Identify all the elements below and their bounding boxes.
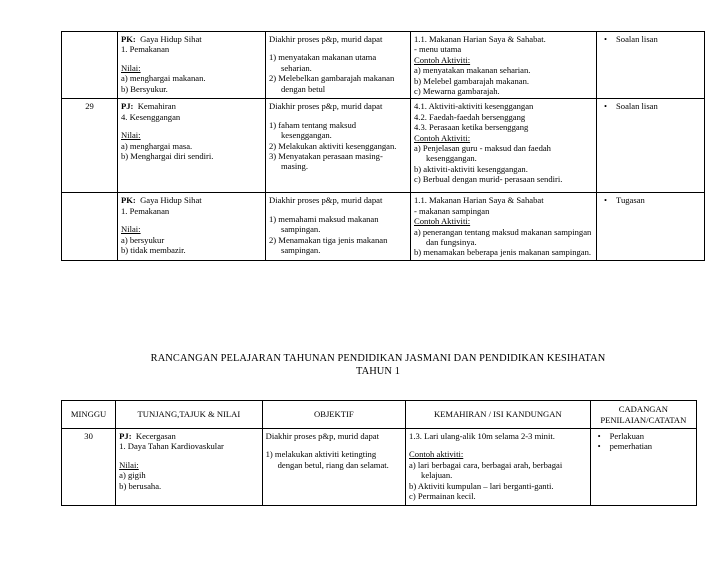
objektif-item: 2) Melebelkan gambarajah makanan dengan betul bbox=[269, 73, 395, 94]
title-line-1: RANCANGAN PELAJARAN TAHUNAN PENDIDIKAN JASMANI DAN PENDIDIKAN KESIHATAN bbox=[150, 353, 606, 364]
lesson-plan-table-2 bbox=[61, 400, 697, 506]
tunjang-cell bbox=[118, 32, 266, 99]
header-objektif: OBJEKTIF bbox=[262, 401, 405, 429]
objektif-intro: Diakhir proses p&p, murid dapat bbox=[265, 431, 379, 441]
cadangan-item: • Perlakuan bbox=[594, 431, 693, 441]
aktiviti-item: b) Aktiviti kumpulan – lari berganti-ganti. bbox=[409, 480, 554, 491]
nilai-item: a) menghargai makanan. bbox=[121, 73, 206, 84]
tunjang-head: Gaya Hidup Sihat bbox=[140, 195, 202, 206]
tunjang-head: Kecergasan bbox=[135, 431, 176, 441]
kemahiran-cell bbox=[411, 32, 597, 99]
objektif-intro: Diakhir proses p&p, murid dapat bbox=[269, 34, 383, 44]
nilai-label: Nilai: bbox=[121, 130, 141, 141]
objektif-item: 1) faham tentang maksud kesenggangan. bbox=[269, 119, 357, 141]
tunjang-head: Gaya Hidup Sihat bbox=[140, 34, 202, 44]
cadangan-item: • Soalan lisan bbox=[600, 101, 701, 111]
kemahiran-line: 1.3. Lari ulang-alik 10m selama 2-3 minit. bbox=[409, 431, 555, 441]
objektif-cell bbox=[266, 99, 411, 193]
objektif-intro: Diakhir proses p&p, murid dapat bbox=[269, 195, 383, 206]
cadangan-cell bbox=[590, 429, 696, 506]
nilai-item: a) menghargai masa. bbox=[121, 140, 193, 151]
table-row bbox=[62, 429, 697, 506]
objektif-item: 1) memahami maksud makanan sampingan. bbox=[269, 213, 379, 235]
objektif-cell bbox=[266, 32, 411, 99]
cadangan-cell bbox=[597, 32, 705, 99]
nilai-label: Nilai: bbox=[121, 62, 141, 73]
kemahiran-line: 4.2. Faedah-faedah bersenggang bbox=[414, 111, 526, 122]
nilai-label: Nilai: bbox=[121, 224, 141, 235]
kemahiran-line: 1.1. Makanan Harian Saya & Sahabat bbox=[414, 195, 544, 206]
aktiviti-label: Contoh Aktiviti: bbox=[414, 54, 471, 65]
kemahiran-line: 4.3. Perasaan ketika bersenggang bbox=[414, 122, 529, 133]
header-cadangan: CADANGAN PENILAIAN/CATATAN bbox=[590, 401, 696, 429]
aktiviti-item: a) penerangan tentang maksud makanan sampingan dan fungsinya. bbox=[414, 226, 592, 248]
kemahiran-line: - menu utama bbox=[414, 44, 462, 55]
aktiviti-item: b) aktiviti-aktiviti kesenggangan. bbox=[414, 163, 528, 174]
aktiviti-item: a) menyatakan makanan seharian. bbox=[414, 65, 531, 76]
tunjang-code: PK: bbox=[121, 195, 136, 206]
aktiviti-label: Contoh Aktiviti: bbox=[414, 132, 471, 143]
cadangan-item: • pemerhatian bbox=[594, 441, 693, 451]
aktiviti-label: Contoh Aktiviti: bbox=[414, 216, 471, 227]
aktiviti-item: b) menamakan beberapa jenis makanan sampingan. bbox=[414, 247, 592, 258]
header-kemahiran: KEMAHIRAN / ISI KANDUNGAN bbox=[406, 401, 591, 429]
kemahiran-cell bbox=[411, 99, 597, 193]
nilai-item: b) tidak membazir. bbox=[121, 245, 186, 256]
tunjang-code: PJ: bbox=[121, 101, 134, 112]
table-row bbox=[62, 99, 705, 193]
tunjang-cell bbox=[118, 99, 266, 193]
aktiviti-item: b) Melebel gambarajah makanan. bbox=[414, 75, 530, 86]
tunjang-cell bbox=[118, 193, 266, 260]
tunjang-item: 4. Kesenggangan bbox=[121, 111, 181, 122]
aktiviti-item: c) Berbual dengan murid- perasaan sendiri. bbox=[414, 174, 563, 185]
nilai-label: Nilai: bbox=[119, 459, 139, 470]
aktiviti-item: a) Penjelasan guru - maksud dan faedah kesenggangan. bbox=[414, 143, 551, 164]
week-cell: 30 bbox=[62, 429, 116, 506]
objektif-item: 2) Melakukan aktiviti kesenggangan. bbox=[269, 140, 397, 151]
nilai-item: a) bersyukur bbox=[121, 234, 165, 245]
kemahiran-line: - makanan sampingan bbox=[414, 205, 490, 216]
aktiviti-item: a) lari berbagai cara, berbagai arah, berbagai kelajuan. bbox=[409, 459, 563, 481]
objektif-item: 1) menyatakan makanan utama seharian. bbox=[269, 52, 377, 73]
table-row bbox=[62, 193, 705, 260]
aktiviti-label: Contoh aktiviti: bbox=[409, 449, 464, 460]
lesson-plan-table-1 bbox=[61, 31, 705, 261]
tunjang-item: 1. Pemakanan bbox=[121, 44, 170, 55]
cadangan-item: • Tugasan bbox=[600, 195, 701, 205]
week-cell bbox=[62, 32, 118, 99]
objektif-intro: Diakhir proses p&p, murid dapat bbox=[269, 101, 383, 112]
objektif-cell bbox=[266, 193, 411, 260]
objektif-item: 1) melakukan aktiviti ketingting dengan betul, riang dan selamat. bbox=[265, 449, 389, 470]
header-tunjang: TUNJANG,TAJUK & NILAI bbox=[116, 401, 262, 429]
nilai-item: b) berusaha. bbox=[119, 480, 162, 491]
aktiviti-item: c) Mewarna gambarajah. bbox=[414, 86, 500, 97]
header-minggu: MINGGU bbox=[62, 401, 116, 429]
tunjang-head: Kemahiran bbox=[137, 101, 176, 112]
table-header-row bbox=[62, 401, 697, 429]
title-line-2: TAHUN 1 bbox=[355, 366, 401, 377]
week-cell: 29 bbox=[62, 99, 118, 193]
cadangan-item: • Soalan lisan bbox=[600, 34, 701, 44]
nilai-item: b) Menghargai diri sendiri. bbox=[121, 151, 214, 162]
cadangan-cell bbox=[597, 193, 705, 260]
kemahiran-cell bbox=[406, 429, 591, 506]
tunjang-item: 1. Daya Tahan Kardiovaskular bbox=[119, 441, 224, 452]
page-title bbox=[60, 352, 696, 378]
nilai-item: b) Bersyukur. bbox=[121, 83, 168, 94]
tunjang-cell bbox=[116, 429, 262, 506]
kemahiran-line: 1.1. Makanan Harian Saya & Sahabat. bbox=[414, 34, 546, 44]
cadangan-cell bbox=[597, 99, 705, 193]
week-cell bbox=[62, 193, 118, 260]
kemahiran-line: 4.1. Aktiviti-aktiviti kesenggangan bbox=[414, 101, 534, 112]
nilai-item: a) gigih bbox=[119, 470, 146, 481]
tunjang-item: 1. Pemakanan bbox=[121, 205, 170, 216]
kemahiran-cell bbox=[411, 193, 597, 260]
tunjang-code: PK: bbox=[121, 34, 136, 44]
aktiviti-item: c) Permainan kecil. bbox=[409, 491, 476, 502]
objektif-item: 2) Menamakan tiga jenis makanan sampingan. bbox=[269, 234, 388, 256]
table-row bbox=[62, 32, 705, 99]
tunjang-code: PJ: bbox=[119, 431, 132, 441]
objektif-cell bbox=[262, 429, 405, 506]
objektif-item: 3) Menyatakan perasaan masing-masing. bbox=[269, 151, 383, 172]
